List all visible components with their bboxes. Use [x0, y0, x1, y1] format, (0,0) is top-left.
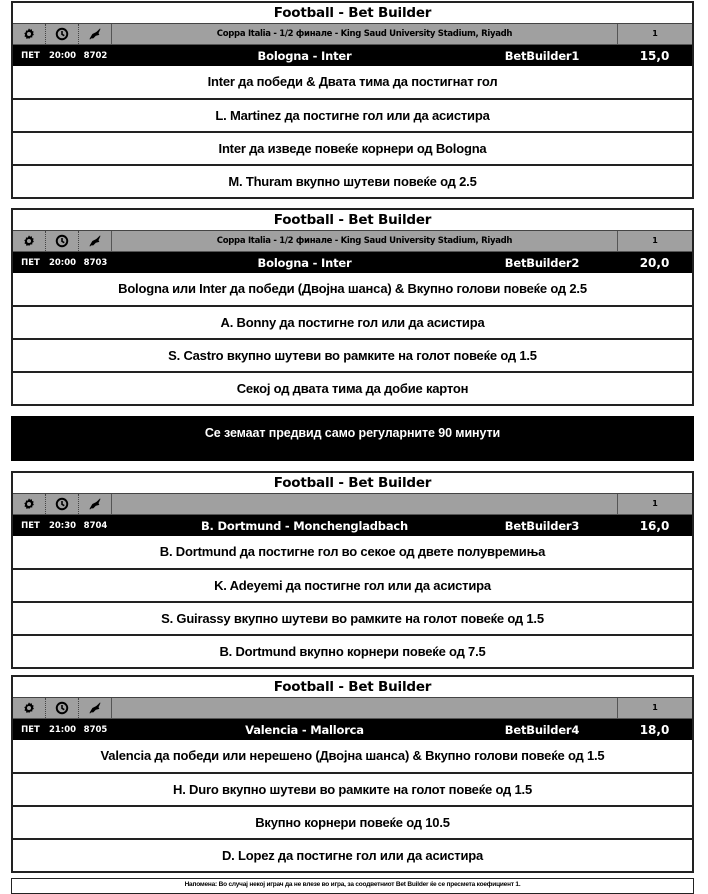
selection-row: Valencia да победи или нерешено (Двојна шанса) & Вкупно голови повеќе од 1.5	[100, 748, 605, 763]
bet-builder-name: BetBuilder4	[504, 722, 580, 737]
bet-builder-name: BetBuilder2	[504, 255, 580, 270]
match-time: 20:00	[48, 50, 77, 61]
selection-row: K. Adeyemi да постигне гол или да асистира	[13, 568, 692, 601]
clock-icon	[46, 494, 79, 514]
football-boot-icon	[79, 494, 112, 514]
outcome-label: 1	[617, 698, 692, 718]
info-row	[13, 24, 692, 45]
match-id: 8704	[83, 520, 108, 531]
regular-time-banner: Се земаат предвид само регуларните 90 минути	[11, 416, 694, 461]
match-teams: Bologna - Inter	[257, 255, 352, 270]
gear-icon	[13, 698, 46, 718]
match-time: 21:00	[48, 724, 77, 735]
match-row[interactable]	[13, 719, 692, 740]
odds-value[interactable]: 20,0	[639, 255, 670, 270]
football-boot-icon	[79, 231, 112, 251]
selection-row: Вкупно корнери повеќе од 10.5	[13, 805, 692, 838]
match-id: 8702	[83, 50, 108, 61]
match-day: ПЕТ	[21, 50, 40, 61]
selection-row: B. Dortmund да постигне гол во секое од двете полувремиња	[159, 544, 546, 559]
bet-builder-name: BetBuilder1	[504, 48, 580, 63]
selection-row: S. Castro вкупно шутеви во рамките на голот повеќе од 1.5	[13, 338, 692, 371]
match-row[interactable]	[13, 515, 692, 536]
bet-builder-block	[11, 1, 694, 199]
match-teams: Bologna - Inter	[257, 48, 352, 63]
selection-row: Inter да изведе повеќе корнери од Bologna	[13, 131, 692, 164]
info-row	[13, 494, 692, 515]
match-id: 8703	[83, 257, 108, 268]
footer-note: Напомена: Во случај некој играч да не влезе во игра, за соодветниот Bet Builder ќе се пресмета коефициент 1.	[11, 878, 694, 894]
clock-icon	[46, 231, 79, 251]
bet-builder-block	[11, 675, 694, 873]
selection-row: Inter да победи & Двата тима да постигнат гол	[207, 74, 498, 89]
outcome-label: 1	[617, 494, 692, 514]
selection-row: D. Lopez да постигне гол или да асистира	[13, 838, 692, 871]
gear-icon	[13, 494, 46, 514]
gear-icon	[13, 24, 46, 44]
venue-label: Coppa Italia - 1/2 финале - King Saud University Stadium, Riyadh	[216, 29, 513, 39]
info-row	[13, 698, 692, 719]
match-id: 8705	[83, 724, 108, 735]
clock-icon	[46, 24, 79, 44]
selection-row: M. Thuram вкупно шутеви повеќе од 2.5	[13, 164, 692, 197]
odds-value[interactable]: 18,0	[639, 722, 670, 737]
clock-icon	[46, 698, 79, 718]
match-row[interactable]	[13, 252, 692, 273]
match-day: ПЕТ	[21, 724, 40, 735]
bet-builder-block	[11, 471, 694, 669]
block-title: Football - Bet Builder	[13, 210, 692, 231]
venue-label	[112, 698, 617, 718]
outcome-label: 1	[617, 24, 692, 44]
selection-row: H. Duro вкупно шутеви во рамките на голот повеќе од 1.5	[13, 772, 692, 805]
football-boot-icon	[79, 698, 112, 718]
football-boot-icon	[79, 24, 112, 44]
info-row	[13, 231, 692, 252]
bet-builder-name: BetBuilder3	[504, 518, 580, 533]
match-time: 20:00	[48, 257, 77, 268]
odds-value[interactable]: 15,0	[639, 48, 670, 63]
bet-builder-block	[11, 208, 694, 406]
match-day: ПЕТ	[21, 257, 40, 268]
outcome-label: 1	[617, 231, 692, 251]
selection-row: Секој од двата тима да добие картон	[13, 371, 692, 404]
selection-row: A. Bonny да постигне гол или да асистира	[13, 305, 692, 338]
match-row[interactable]	[13, 45, 692, 66]
odds-value[interactable]: 16,0	[639, 518, 670, 533]
block-title: Football - Bet Builder	[13, 473, 692, 494]
match-teams: B. Dortmund - Monchengladbach	[200, 518, 408, 533]
venue-label	[112, 494, 617, 514]
venue-label: Coppa Italia - 1/2 финале - King Saud University Stadium, Riyadh	[216, 236, 513, 246]
match-day: ПЕТ	[21, 520, 40, 531]
match-time: 20:30	[48, 520, 77, 531]
block-title: Football - Bet Builder	[13, 3, 692, 24]
selection-row: S. Guirassy вкупно шутеви во рамките на голот повеќе од 1.5	[13, 601, 692, 634]
gear-icon	[13, 231, 46, 251]
selection-row: L. Martinez да постигне гол или да асистира	[13, 98, 692, 131]
selection-row: B. Dortmund вкупно корнери повеќе од 7.5	[13, 634, 692, 667]
block-title: Football - Bet Builder	[13, 677, 692, 698]
selection-row: Bologna или Inter да победи (Двојна шанса) & Вкупно голови повеќе од 2.5	[118, 281, 587, 296]
match-teams: Valencia - Mallorca	[245, 722, 364, 737]
